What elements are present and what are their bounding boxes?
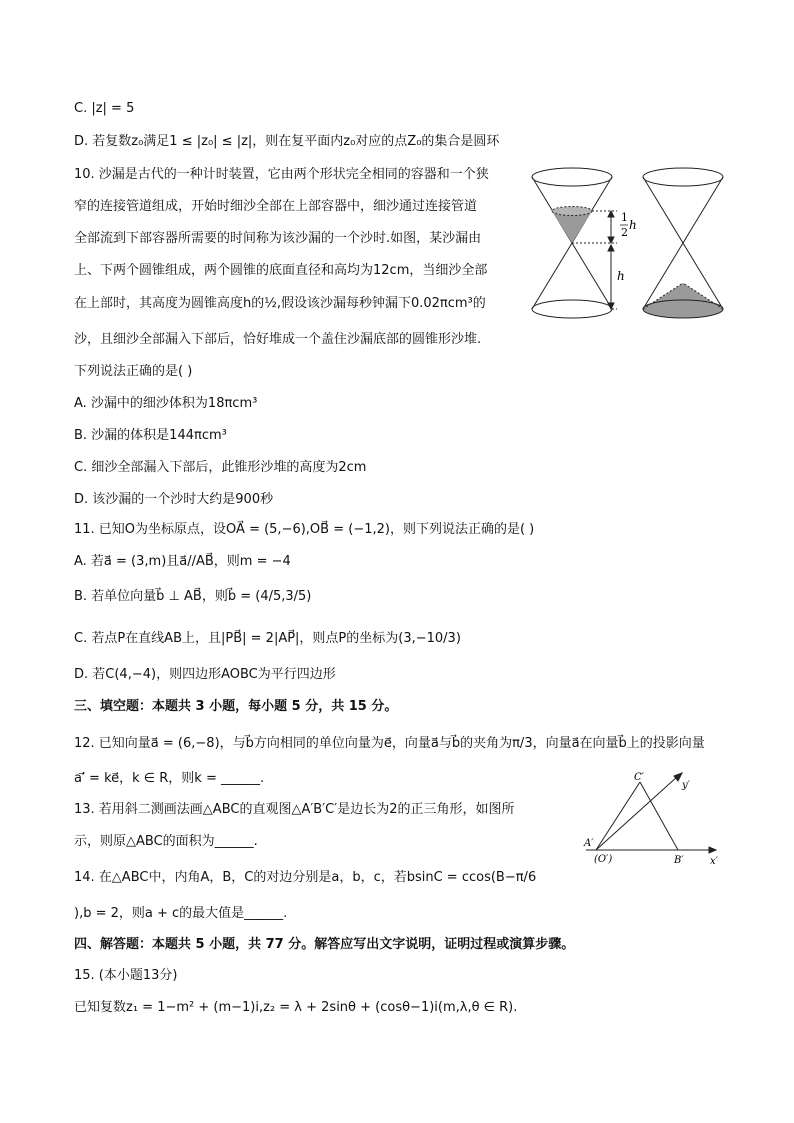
q12-line-2: a′⃗ = ke⃗，k ∈ R，则k = ______. (74, 771, 265, 786)
q12-line-1: 12. 已知向量a⃗ = (6,−8)，与b⃗方向相同的单位向量为e⃗，向量a⃗与b⃗的夹角为π/3，向量a⃗在向量b⃗上的投影向量 (74, 736, 705, 751)
label-x-prime: x′ (710, 856, 718, 867)
q10-line-5: 在上部时，其高度为圆锥高度h的½,假设该沙漏每秒钟漏下0.02πcm³的 (74, 296, 486, 311)
q11-option-c: C. 若点P在直线AB上，且|PB⃗| = 2|AP⃗|，则点P的坐标为(3,−10/3) (74, 631, 461, 646)
q15-title: 15. (本小题13分) (74, 968, 178, 983)
q14-line-1: 14. 在△ABC中，内角A，B，C的对边分别是a，b，c，若bsinC = ccos(B−π/6 (74, 870, 537, 885)
q14-line-2: ),b = 2，则a + c的最大值是______. (74, 906, 288, 921)
label-o-prime: (O′) (594, 854, 613, 865)
q10-line-4: 上、下两个圆锥组成，两个圆锥的底面直径和高均为12cm，当细沙全部 (74, 263, 488, 278)
label-b-prime: B′ (674, 855, 684, 866)
q11-option-d: D. 若C(4,−4)，则四边形AOBC为平行四边形 (74, 667, 336, 682)
q10-option-b: B. 沙漏的体积是144πcm³ (74, 428, 227, 443)
q10-option-d: D. 该沙漏的一个沙时大约是900秒 (74, 492, 274, 507)
oblique-triangle-figure (578, 770, 728, 870)
q10-line-6: 沙，且细沙全部漏入下部后，恰好堆成一个盖住沙漏底部的圆锥形沙堆. (74, 332, 482, 347)
q15-stem: 已知复数z₁ = 1−m² + (m−1)i,z₂ = λ + 2sinθ + (cosθ−1)i(m,λ,θ ∈ R). (74, 1000, 518, 1015)
label-a-prime: A′ (584, 838, 594, 849)
q10-line-1: 10. 沙漏是古代的一种计时装置，它由两个形状完全相同的容器和一个狭 (74, 167, 489, 182)
q11-stem: 11. 已知O为坐标原点，设OA⃗ = (5,−6),OB⃗ = (−1,2)，则下列说法正确的是( ) (74, 522, 535, 537)
q13-line-2: 示，则原△ABC的面积为______. (74, 834, 258, 849)
option-c-text: C. |z| = 5 (74, 101, 135, 116)
h-label: h (617, 269, 625, 283)
half-label-var: h (629, 218, 637, 232)
label-y-prime: y′ (682, 780, 690, 791)
q13-line-1: 13. 若用斜二测画法画△ABC的直观图△A′B′C′是边长为2的正三角形，如图所 (74, 802, 515, 817)
hourglass-figure (525, 162, 730, 332)
option-d-text: D. 若复数z₀满足1 ≤ |z₀| ≤ |z|，则在复平面内z₀对应的点Z₀的集合是圆环 (74, 134, 500, 149)
section-4-heading: 四、解答题：本题共 5 小题，共 77 分。解答应写出文字说明，证明过程或演算步骤。 (74, 937, 575, 952)
q11-option-b: B. 若单位向量b⃗ ⊥ AB⃗，则b⃗ = (4/5,3/5) (74, 589, 312, 604)
hourglass-right (643, 168, 723, 318)
q10-line-7: 下列说法正确的是( ) (74, 364, 193, 379)
q10-option-c: C. 细沙全部漏入下部后，此锥形沙堆的高度为2cm (74, 460, 367, 475)
section-3-heading: 三、填空题：本题共 3 小题，每小题 5 分，共 15 分。 (74, 699, 398, 714)
half-label-num: 1 (621, 211, 628, 224)
q10-line-3: 全部流到下部容器所需要的时间称为该沙漏的一个沙时.如图，某沙漏由 (74, 231, 482, 246)
label-c-prime: C′ (634, 772, 644, 783)
half-label-den: 2 (621, 226, 628, 239)
q10-option-a: A. 沙漏中的细沙体积为18πcm³ (74, 396, 258, 411)
q11-option-a: A. 若a⃗ = (3,m)且a⃗//AB⃗，则m = −4 (74, 554, 291, 569)
q10-line-2: 窄的连接管道组成，开始时细沙全部在上部容器中，细沙通过连接管道 (74, 199, 478, 214)
